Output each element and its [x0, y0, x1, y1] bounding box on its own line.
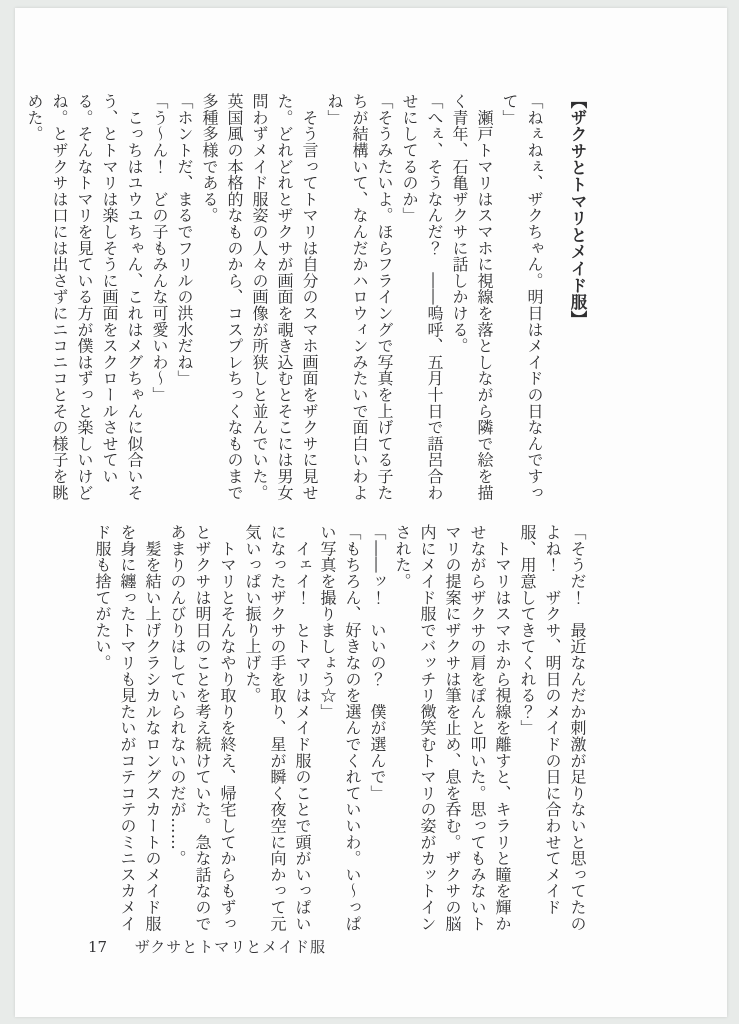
chapter-title: 【ザクサとトマリとメイド服】 [568, 92, 587, 328]
paragraph: 「ねぇねぇ、ザクちゃん。明日はメイドの日なんですって」 [500, 93, 544, 501]
paragraph: そう言ってトマリは自分のスマホ画面をザクサに見せた。どれどれとザクサが画面を覗き込むとそこには男女問わずメイド服姿の人々の画像が所狭しと並んでいた。英国風の本格的なものから、コスプレちっくなものまで多種多様である。 [200, 93, 319, 501]
paragraph: 「そうみたいよ。ほらフライングで写真を上げてる子たちが結構いて、なんだかハロウィンみたいで面白いわよね」 [325, 93, 394, 501]
page-number: 17 [88, 938, 108, 956]
paragraph: 「ホントだ、まるでフリルの洪水だね」 [175, 93, 194, 387]
paragraph: 「もちろん、好きなのを選んでくれていいわ。い〜っぱい写真を撮りましょう☆」 [318, 524, 362, 932]
paragraph: こっちはユウユちゃん、これはメグちゃんに似合いそう、とトマリは楽しそうに画面をスクロールさせている。そんなトマリを見ている方が僕はずっと楽しいけどね。とザクサは口には出さずにニコニコとその様子を眺めた。 [25, 93, 144, 501]
paragraph: トマリとそんなやり取りを終え、帰宅してからもずっとザクサは明日のことを考え続けていた。急な話なのであまりのんびりはしていられないのだが……。 [168, 524, 237, 932]
story-text-block-bottom [90, 524, 590, 932]
paragraph: 「へぇ、そうなんだ？ ――嗚呼、五月十日で語呂合わせにしてるのか」 [400, 93, 444, 501]
paragraph: 「そうだ！ 最近なんだか刺激が足りないと思ってたのよね！ ザクサ、明日のメイドの日に合わせてメイド服、用意してきてくれる？」 [518, 524, 587, 932]
paragraph: イェイ！ とトマリはメイド服のことで頭がいっぱいになったザクサの手を取り、星が瞬く夜空に向かって元気いっぱい振り上げた。 [243, 524, 312, 932]
paragraph: 「――ッ！ いいの？ 僕が選んで」 [368, 524, 387, 802]
paragraph: 髪を結い上げクラシカルなロングスカートのメイド服を身に纏ったトマリも見たいがコテコテのミニスカメイド服も捨てがたい。 [93, 524, 162, 932]
paragraph: 「う〜ん！ どの子もみんな可愛いわ〜」 [150, 93, 169, 403]
story-text-block-top [22, 93, 547, 513]
running-title: ザクサとトマリとメイド服 [134, 938, 326, 956]
paragraph: 瀬戸トマリはスマホに視線を落としながら隣で絵を描く青年、石亀ザクサに話しかける。 [450, 93, 494, 501]
paragraph: トマリはスマホから視線を離すと、キラリと瞳を輝かせながらザクサの肩をぽんと叩いた。思ってもみないトマリの提案にザクサは筆を止め、息を呑む。ザクサの脳内にメイド服でバッチリ微笑むトマリの姿がカットインされた。 [393, 524, 512, 932]
page-footer [88, 936, 326, 957]
book-page [15, 8, 727, 1017]
